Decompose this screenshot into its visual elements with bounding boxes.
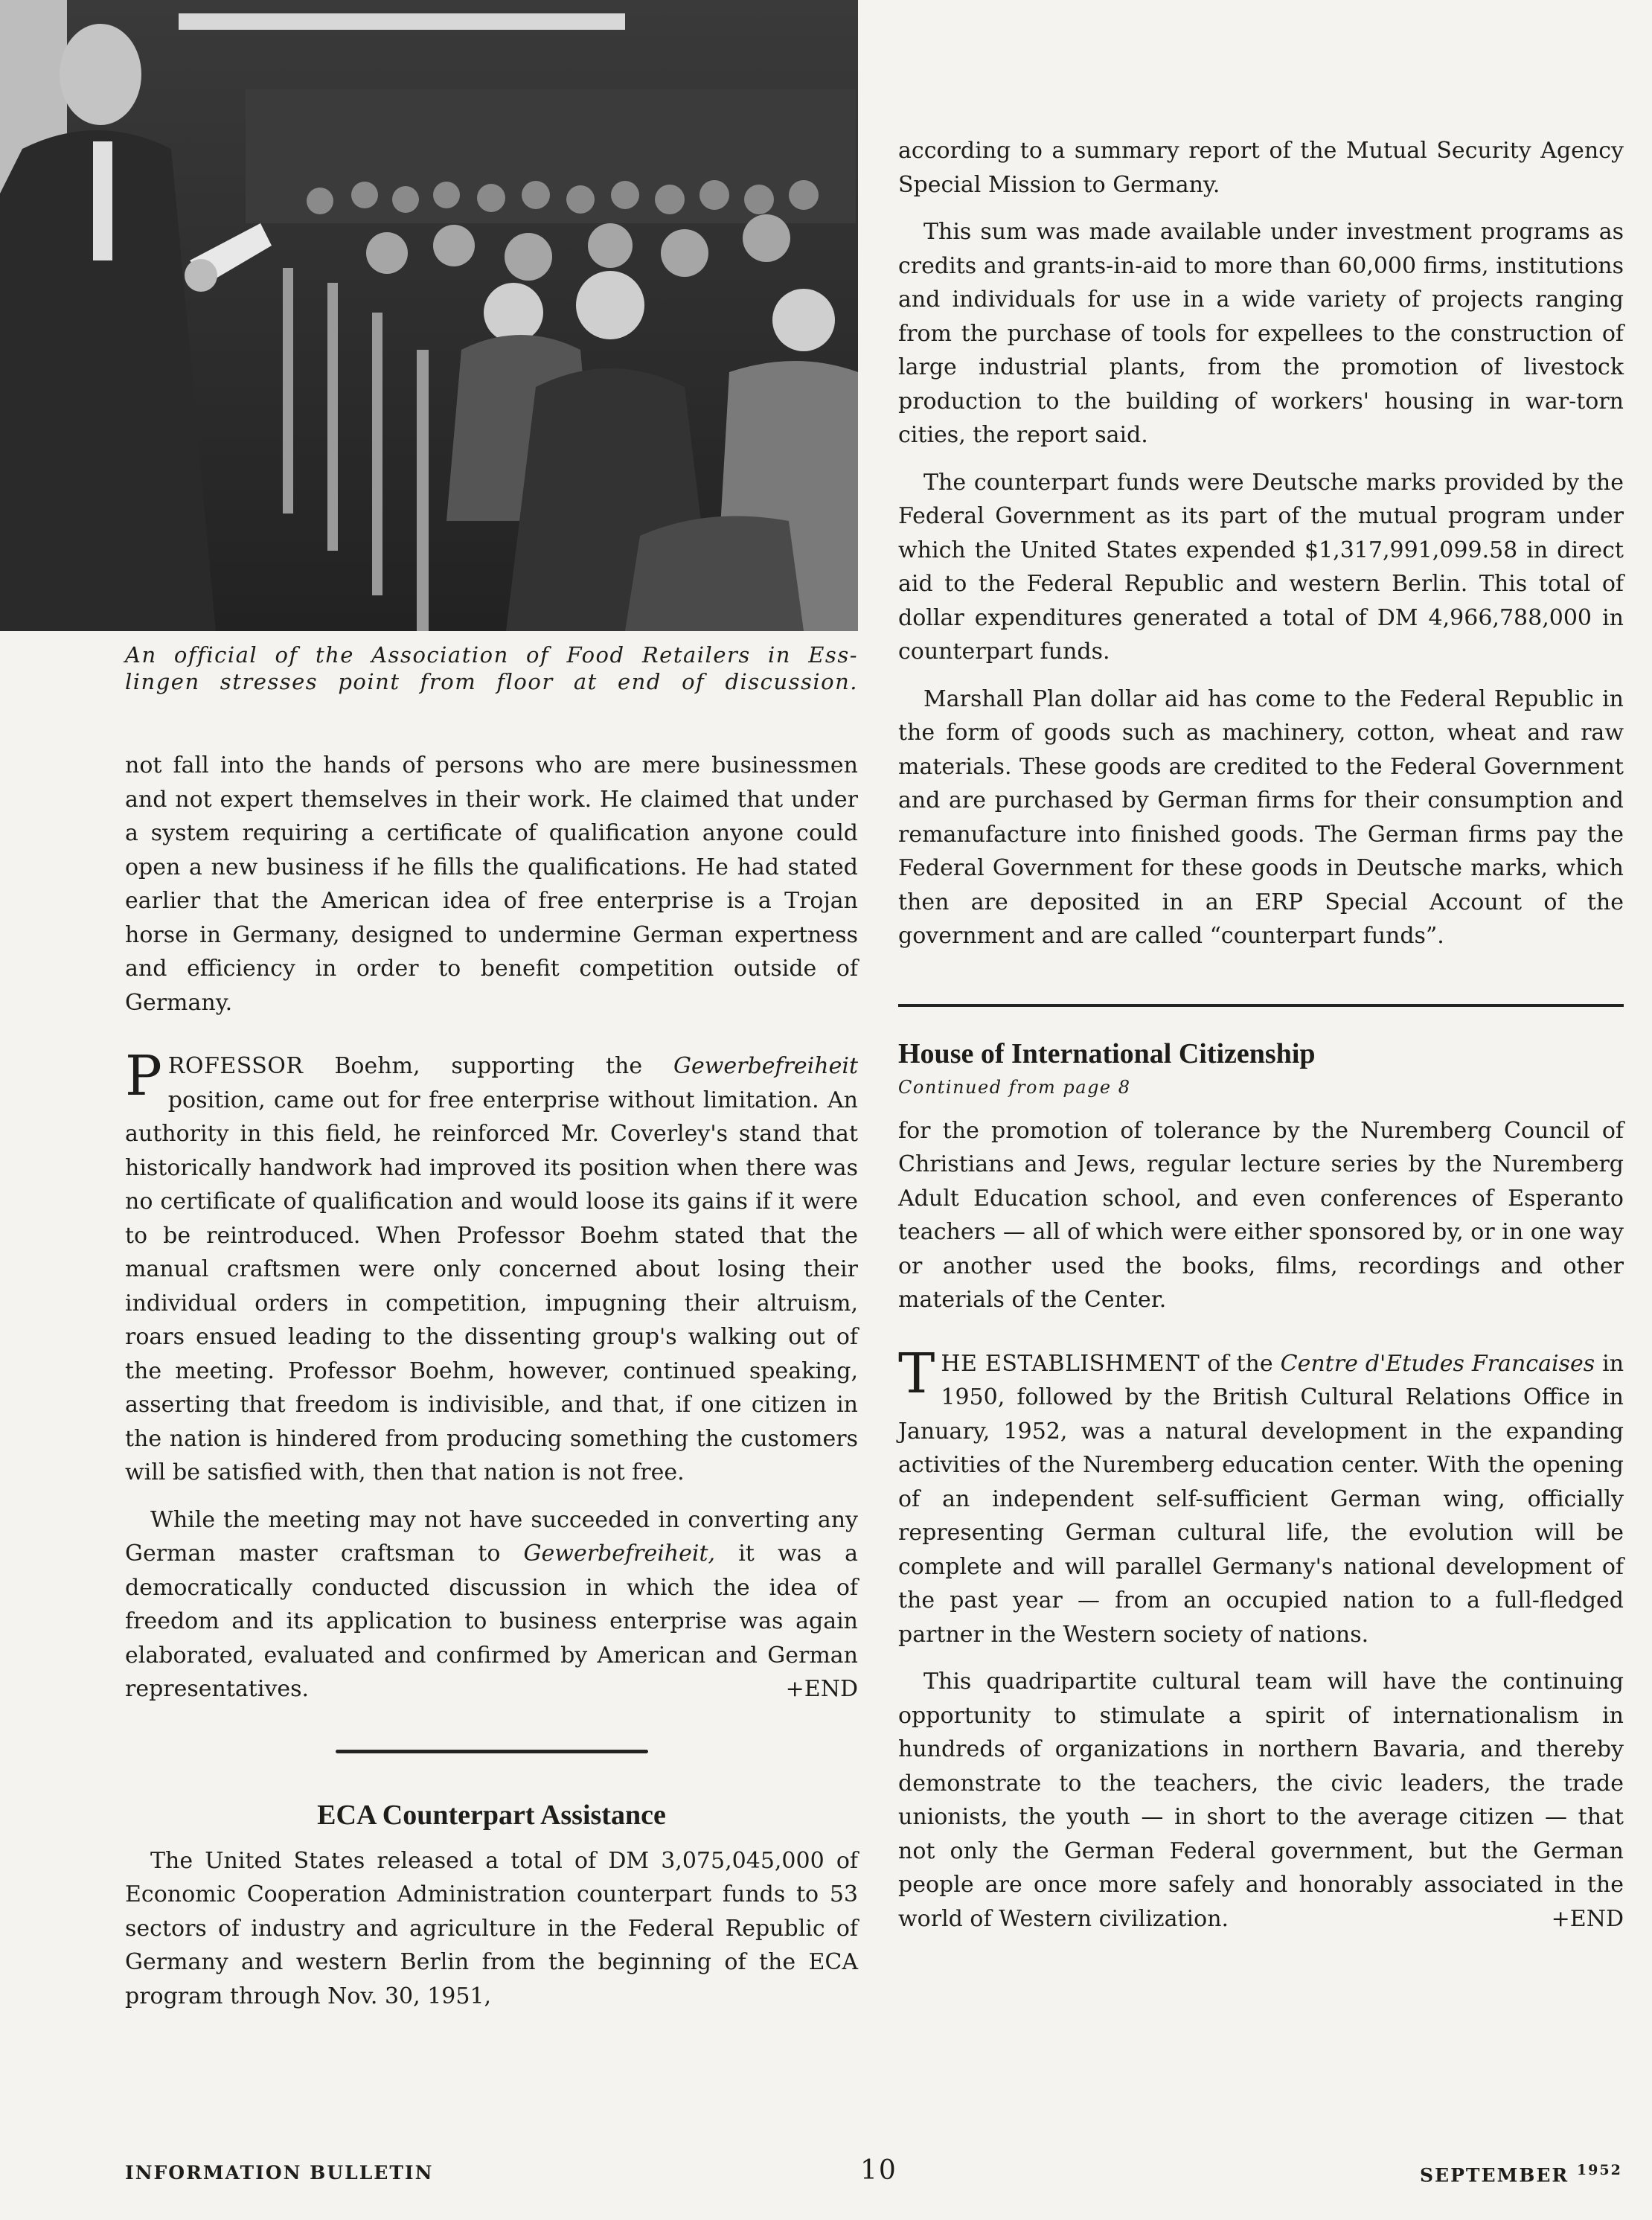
right-paragraph-7: [898, 1665, 1624, 1936]
left-column: [125, 749, 858, 2027]
eca-heading: ECA Counterpart Assistance: [317, 1799, 666, 1831]
eca-paragraph: The United States released a total of DM 3,075,045,000 of Economic Cooperation Administration counterpart funds to 53 sectors of industry and agriculture in the Federal Republic of Germany and western Berlin from the beginning of the ECA program through Nov. 30, 1951,: [125, 1847, 858, 2009]
left-paragraph-1: not fall into the hands of persons who are mere businessmen and not expert themselves in their work. He claimed that under a system requiring a certificate of qualification anyone could open a new business if he fills the qualifications. He had stated earlier that the American idea of free enterprise is a Trojan horse in Germany, designed to undermine German expertness and efficiency in order to benefit competition outside of Germany.: [125, 752, 858, 1016]
house-heading: House of International Citizenship: [898, 1037, 1316, 1069]
right-paragraph-3: The counterpart funds were Deutsche marks provided by the Federal Government as its part of the mutual program under which the United States expended $1,317,991,099.58 in direct aid to the Federal Republic and western Berlin. This total of dollar expenditures generated a total of DM 4,966,788,000 in counterpart funds.: [898, 469, 1624, 665]
para3-italic: Gewerbefreiheit,: [523, 1541, 716, 1567]
end-mark-left: +END: [785, 1676, 858, 1702]
photo-caption-line1: An official of the Association of Food Retailers in Ess-: [125, 642, 858, 668]
right-paragraph-5: for the promotion of tolerance by the Nuremberg Council of Christians and Jews, regular lecture series by the Nuremberg Adult Education school, and even conferences of Esperanto teachers — all of which were either sponsored by, or in one way or another used the books, films, recordings and other materials of the Center.: [898, 1117, 1624, 1313]
page-number: 10: [860, 2155, 897, 2186]
left-paragraph-3: [125, 1503, 858, 1706]
para3-text-b: it was a democratically conducted discussion in which the idea of freedom and its application to business enterprise was again elaborated, evaluated and confirmed by American and German representatives.: [125, 1541, 859, 1702]
right-paragraph-4: Marshall Plan dollar aid has come to the Federal Republic in the form of goods such as machinery, cotton, wheat and raw materials. These goods are credited to the Federal Government and are purchased by German firms for their consumption and remanufacture into finished goods. The German firms pay the Federal Government for these goods in Deutsche marks, which then are deposited in an ERP Special Account of the government and are called “counterpart funds”.: [898, 685, 1624, 949]
footer-year: 1952: [1576, 2162, 1622, 2178]
footer-date: [1420, 2162, 1622, 2186]
right-paragraph-6: [898, 1341, 1624, 1652]
para2-lead: ROFESSOR: [167, 1053, 304, 1079]
photo-caption: [125, 642, 858, 695]
para7-text: This quadripartite cultural team will have the continuing opportunity to stimulate a spirit of internationalism in hundreds of organizations in northern Bavaria, and thereby demonstrate to the teachers, the civic leaders, the trade unionists, the youth — in short to the average citizen — that not only the German Federal government, but the German people are once more safely and honorably associated in the world of Western civilization.: [898, 1669, 1624, 1932]
photo-caption-line2: lingen stresses point from floor at end of discussion.: [125, 669, 858, 694]
para2-text-a: Boehm, supporting the: [303, 1053, 674, 1079]
para2-italic: Gewerbefreiheit: [673, 1053, 858, 1079]
meeting-photo-illustration: [0, 0, 858, 631]
para3-text-a: While the meeting may not have succeeded in converting any German master craftsman to: [125, 1506, 858, 1567]
end-mark-right: +END: [1551, 1905, 1624, 1932]
continued-note: Continued from page 8: [898, 1076, 1131, 1098]
left-paragraph-2: [125, 1044, 858, 1490]
dropcap-p: P: [125, 1044, 162, 1108]
right-column: [898, 134, 1624, 1949]
para2-text-b: position, came out for free enterprise without limitation. An authority in this field, he reinforced Mr. Coverley's stand that historically handwork had improved its position when there was no certificate of qualification and would loose its gains if it were to be reintroduced. When Professor Boehm stated that the manual craftsmen were only concerned about losing their individual orders in competition, impugning their altruism, roars ensued leading to the dissenting group's walking out of the meeting. Professor Boehm, however, continued speaking, asserting that freedom is indivisible, and that, if one citizen in the nation is hindered from producing something the customers will be satisfied with, then that nation is not free.: [125, 1087, 858, 1485]
para6-text-a: of the: [1200, 1350, 1281, 1377]
para6-text-b: in 1950, followed by the British Cultural Relations Office in January, 1952, was a natural development in the expanding activities of the Nuremberg education center. With the opening of an independent self-sufficient German wing, officially representing German cultural life, the evolution will be complete and will parallel Germany's national development of the past year — from an occupied nation to a full-fledged partner in the Western society of nations.: [898, 1350, 1624, 1648]
footer-month: SEPTEMBER: [1420, 2164, 1569, 2187]
right-paragraph-1: according to a summary report of the Mutual Security Agency Special Mission to Germany.: [898, 138, 1624, 198]
right-paragraph-2: This sum was made available under investment programs as credits and grants-in-aid to more than 60,000 firms, institutions and individuals for use in a wide variety of projects ranging from the purchase of tools for expellees to the construction of large industrial plants, from the promotion of livestock production to the building of workers' housing in war-torn cities, the report said.: [898, 219, 1624, 448]
para6-italic: Centre d'Etudes Francaises: [1280, 1350, 1595, 1377]
para6-lead: HE ESTABLISHMENT: [941, 1350, 1200, 1377]
footer-publication: INFORMATION BULLETIN: [125, 2162, 434, 2184]
meeting-photo: [0, 0, 858, 631]
dropcap-t: T: [898, 1341, 935, 1406]
